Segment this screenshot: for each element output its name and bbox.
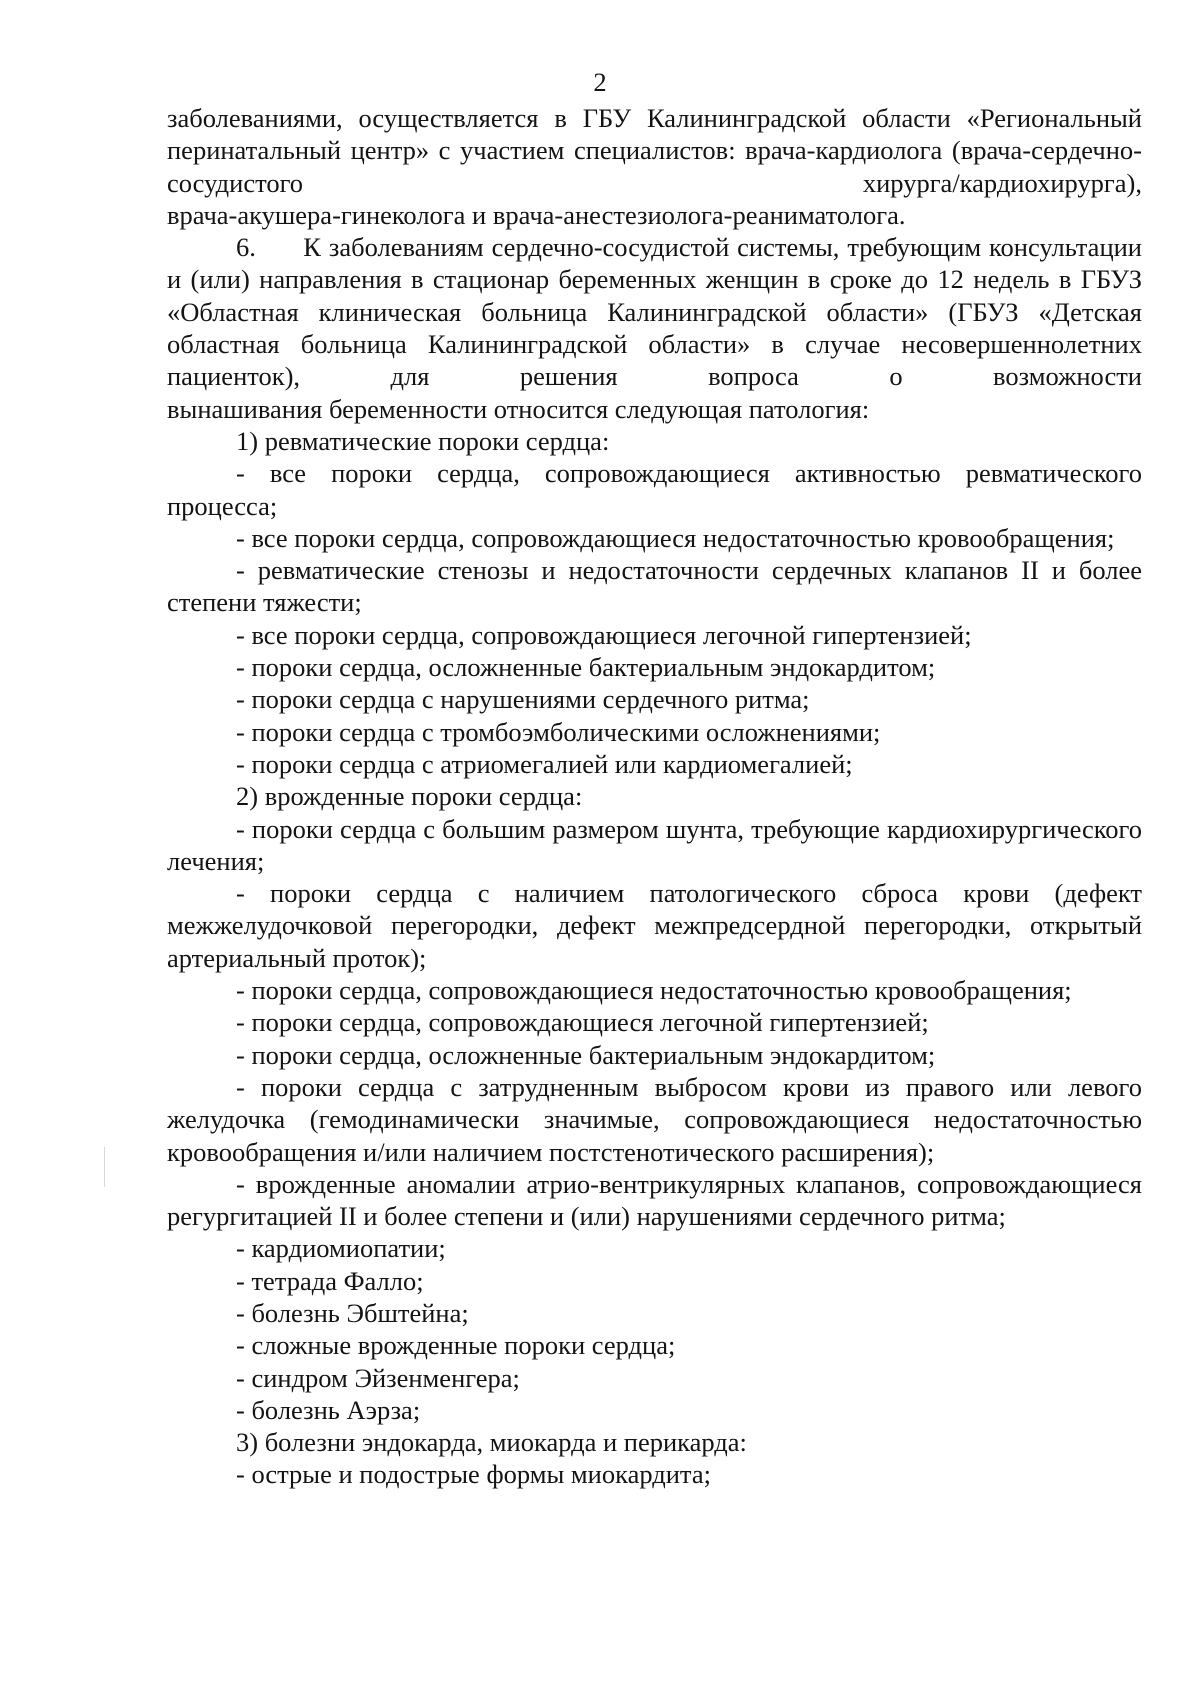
paragraph: - тетрада Фалло; (236, 1265, 424, 1296)
paragraph: - пороки сердца с атриомегалией или кардиомегалией; (236, 748, 853, 779)
paragraph: 1) ревматические пороки сердца: (236, 425, 610, 456)
paragraph: - пороки сердца, осложненные бактериальным эндокардитом; (236, 652, 936, 683)
paragraph: - все пороки сердца, сопровождающиеся активностью ревматического процесса; (167, 458, 1142, 521)
scan-margin-mark (104, 1147, 105, 1187)
paragraph: - синдром Эйзенменгера; (236, 1362, 520, 1393)
paragraph: - пороки сердца, сопровождающиеся недостаточностью кровообращения; (236, 975, 1072, 1006)
paragraph: 2) врожденные пороки сердца: (236, 781, 583, 812)
paragraph: - ревматические стенозы и недостаточности сердечных клапанов II и более степени тяжести; (167, 555, 1142, 618)
paragraph: - пороки сердца с нарушениями сердечного ритма; (236, 684, 810, 715)
paragraph: - пороки сердца с наличием патологического сброса крови (дефект межжелудочковой перегородки, дефект межпредсердной перегородки, открытый артериальный проток); (167, 878, 1142, 973)
page-number: 2 (593, 67, 607, 97)
paragraph: - болезнь Эбштейна; (236, 1297, 469, 1328)
paragraph: - кардиомиопатии; (236, 1233, 446, 1264)
paragraph: - пороки сердца с большим размером шунта, требующие кардиохирургического лечения; (167, 813, 1142, 876)
paragraph: - пороки сердца с затрудненным выбросом крови из правого или левого желудочка (гемодинамически значимые, сопровождающиеся недостаточностью кровообращения и/или наличием постстенотического расширения); (167, 1071, 1142, 1167)
paragraph: 3) болезни эндокарда, миокарда и перикарда: (236, 1427, 747, 1458)
paragraph: - пороки сердца, сопровождающиеся легочной гипертензией; (236, 1007, 929, 1038)
paragraph: заболеваниями, осуществляется в ГБУ Калининградской области «Региональный перинатальный центр» с участием специалистов: врача-кардиолога (врача-сердечно-сосудистого хирурга/кардиохирурга), (167, 103, 1142, 198)
document-body (167, 102, 1142, 1491)
paragraph: вынашивания беременности относится следующая патология: (167, 393, 870, 424)
paragraph: - пороки сердца, осложненные бактериальным эндокардитом; (236, 1039, 936, 1070)
paragraph: - острые и подострые формы миокардита; (236, 1459, 711, 1490)
paragraph: - все пороки сердца, сопровождающиеся недостаточностью кровообращения; (236, 522, 1115, 553)
paragraph: - пороки сердца с тромбоэмболическими осложнениями; (236, 716, 881, 747)
paragraph: - врожденные аномалии атрио-вентрикулярных клапанов, сопровождающиеся регургитацией II и более степени и (или) нарушениями сердечного ритма; (167, 1168, 1142, 1232)
paragraph: - все пороки сердца, сопровождающиеся легочной гипертензией; (236, 619, 972, 650)
paragraph: врача-акушера-гинеколога и врача-анестезиолога-реаниматолога. (167, 199, 906, 230)
paragraph: - сложные врожденные пороки сердца; (236, 1330, 676, 1361)
paragraph: 6. К заболеваниям сердечно-сосудистой системы, требующим консультации и (или) направления в стационар беременных женщин в сроке до 12 недель в ГБУЗ «Областная клиническая больница Калининградской области» (ГБУЗ «Детская областная больница Калининградской области» в случае несовершеннолетних пациенток), для решения вопроса о возможности (167, 232, 1142, 392)
paragraph: - болезнь Аэрза; (236, 1394, 421, 1425)
